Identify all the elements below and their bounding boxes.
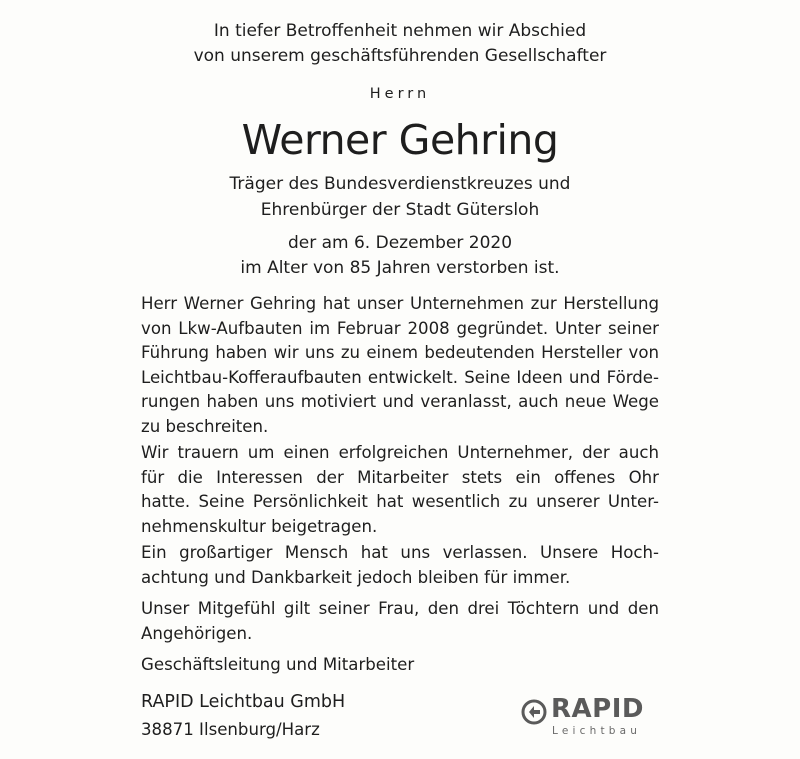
intro-line-1: In tiefer Betroffenheit nehmen wir Abschied xyxy=(213,21,587,41)
rapid-logo xyxy=(521,694,661,742)
paragraph-line: Führung haben wir uns zu einem bedeutenden Hersteller von xyxy=(141,343,659,363)
honors-line-1: Träger des Bundesverdienstkreuzes und xyxy=(229,174,571,194)
paragraph-condolence xyxy=(141,597,659,646)
paragraph-line: Leichtbau-Kofferaufbauten entwickelt. Seine Ideen und Förde- xyxy=(141,367,659,387)
signature-company: RAPID Leichtbau GmbH xyxy=(141,692,346,712)
death-notice xyxy=(0,231,800,281)
paragraph-mourning xyxy=(141,441,659,539)
signature-group: Geschäftsleitung und Mitarbeiter xyxy=(141,655,415,674)
signature-address: 38871 Ilsenburg/Harz xyxy=(141,720,320,739)
paragraph-line: nehmenskultur beigetragen. xyxy=(141,516,378,536)
paragraph-line: hatte. Seine Persönlichkeit hat wesentlich zu unserer Unter- xyxy=(141,492,659,512)
paragraph-line: Unser Mitgefühl gilt seiner Frau, den drei Töchtern und den xyxy=(141,599,659,618)
deceased-name: Werner Gehring xyxy=(241,116,559,164)
paragraph-line: zu beschreiten. xyxy=(141,416,269,436)
honors-line-2: Ehrenbürger der Stadt Gütersloh xyxy=(260,200,540,220)
paragraph-line: von Lkw-Aufbauten im Februar 2008 gegründet. Unter seiner xyxy=(141,318,659,338)
intro-line-2: von unserem geschäftsführenden Gesellschafter xyxy=(193,46,607,66)
paragraph-line: Wir trauern um einen erfolgreichen Unternehmer, der auch xyxy=(141,443,659,462)
paragraph-line: Ein großartiger Mensch hat uns verlassen. Unsere Hoch- xyxy=(141,543,659,562)
death-line-1: der am 6. Dezember 2020 xyxy=(287,233,513,253)
paragraph-line: achtung und Dankbarkeit jedoch bleiben für immer. xyxy=(141,567,571,587)
salutation: Herrn xyxy=(369,86,431,102)
paragraph-founding xyxy=(141,292,659,440)
paragraph-line: rungen haben uns motiviert und veranlasst, auch neue Wege xyxy=(141,392,659,412)
logo-subtitle: Leichtbau xyxy=(552,725,642,737)
paragraph-line: Herr Werner Gehring hat unser Unternehmen zur Herstellung xyxy=(141,294,659,313)
paragraph-respect xyxy=(141,541,659,590)
intro-text xyxy=(0,19,800,69)
honors xyxy=(0,171,800,223)
logo-wordmark: RAPID xyxy=(551,694,644,724)
paragraph-line: für die Interessen der Mitarbeiter stets ein offenes Ohr xyxy=(141,467,659,487)
death-line-2: im Alter von 85 Jahren verstorben ist. xyxy=(240,258,560,278)
paragraph-line: Angehörigen. xyxy=(141,623,253,643)
rapid-logo-mark-icon xyxy=(521,699,547,725)
